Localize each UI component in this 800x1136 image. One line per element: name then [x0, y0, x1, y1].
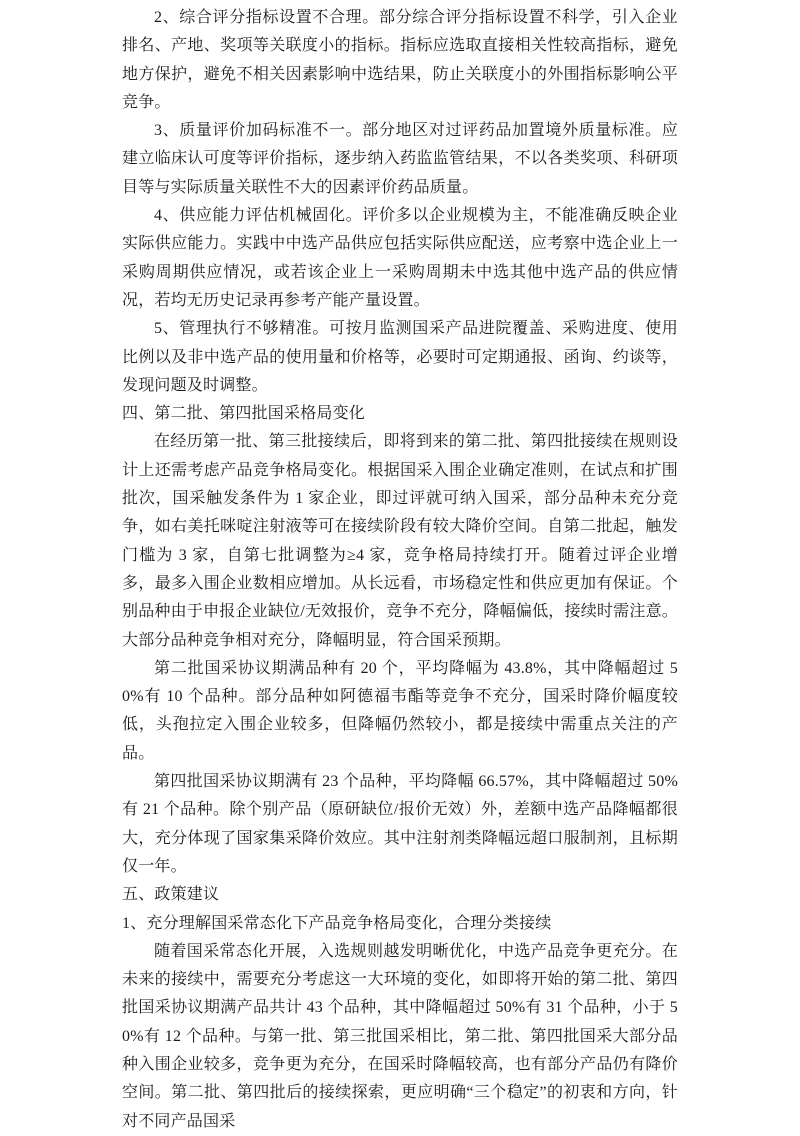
- paragraph-batch-pattern: 在经历第一批、第三批接续后，即将到来的第二批、第四批接续在规则设计上还需考虑产品竞争格局变化。根据国采入围企业确定准则，在试点和扩围批次，国采触发条件为 1 家企业，即过评就可纳入国采，部分品种未充分竞争，如右美托咪啶注射液等可在接续阶段有较大降价空间。自第二批起，触发门槛为 3 家，自第七批调整为≥4 家，竞争格局持续打开。随着过评企业增多，最多入围企业数相应增加。从长远看，市场稳定性和供应更加有保证。个别品种由于申报企业缺位/无效报价，竞争不充分，降幅偏低，接续时需注意。大部分品种竞争相对充分，降幅明显，符合国采预期。: [122, 433, 678, 649]
- section-heading-5: 五、政策建议: [122, 886, 220, 904]
- paragraph-issue-5: 5、管理执行不够精准。可按月监测国采产品进院覆盖、采购进度、使用比例以及非中选产品的使用量和价格等，必要时可定期通报、函询、约谈等，发现问题及时调整。: [122, 320, 678, 394]
- paragraph-issue-4: 4、供应能力评估机械固化。评价多以企业规模为主，不能准确反映企业实际供应能力。实践中中选产品供应包括实际供应配送，应考察中选企业上一采购周期供应情况，或若该企业上一采购周期未中选其他中选产品的供应情况，若均无历史记录再参考产能产量设置。: [122, 207, 678, 309]
- paragraph-batch4-stats: 第四批国采协议期满有 23 个品种，平均降幅 66.57%，其中降幅超过 50%有 21 个品种。除个别产品（原研缺位/报价无效）外，差额中选产品降幅都很大，充分体现了国家集采降价效应。其中注射剂类降幅远超口服制剂，且标期仅一年。: [122, 773, 678, 875]
- subsection-heading-1: 1、充分理解国采常态化下产品竞争格局变化，合理分类接续: [122, 914, 552, 932]
- document-body: [122, 4, 678, 1136]
- paragraph-issue-3: 3、质量评价加码标准不一。部分地区对过评药品加置境外质量标准。应建立临床认可度等评价指标，逐步纳入药监监管结果，不以各类奖项、科研项目等与实际质量关联性不大的因素评价药品质量。: [122, 122, 678, 196]
- paragraph-recommendation-1: 随着国采常态化开展，入选规则越发明晰优化，中选产品竞争更充分。在未来的接续中，需要充分考虑这一大环境的变化，如即将开始的第二批、第四批国采协议期满产品共计 43 个品种，其中降幅超过 50%有 31 个品种，小于 50%有 12 个品种。与第一批、第三批国采相比，第二批、第四批国采大部分品种入围企业较多，竞争更为充分，在国采时降幅较高，也有部分产品仍有降价空间。第二批、第四批后的接续探索，更应明确“三个稳定”的初衷和方向，针对不同产品国采: [122, 942, 678, 1130]
- paragraph-batch2-stats: 第二批国采协议期满品种有 20 个，平均降幅为 43.8%，其中降幅超过 50%有 10 个品种。部分品种如阿德福韦酯等竞争不充分，国采时降价幅度较低，头孢拉定入围企业较多，但降幅仍然较小，都是接续中需重点关注的产品。: [122, 659, 678, 762]
- section-heading-4: 四、第二批、第四批国采格局变化: [122, 405, 366, 423]
- paragraph-issue-2: 2、综合评分指标设置不合理。部分综合评分指标设置不科学，引入企业排名、产地、奖项等关联度小的指标。指标应选取直接相关性较高指标，避免地方保护，避免不相关因素影响中选结果，防止关联度小的外围指标影响公平竞争。: [122, 9, 678, 111]
